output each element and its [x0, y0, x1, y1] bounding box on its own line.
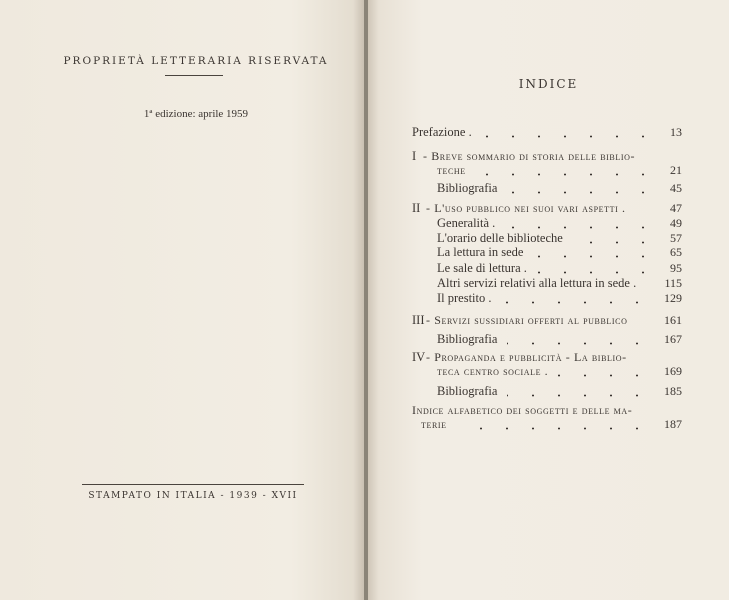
page-number: 115 [664, 276, 682, 290]
dot-leader [457, 427, 650, 430]
dot-leader [573, 241, 656, 244]
entry-title: La lettura in sede [437, 245, 524, 259]
entry-title: teche [437, 163, 466, 177]
page-number: 187 [664, 417, 682, 431]
entry-title: Il prestito . [437, 291, 492, 305]
index-title: INDICE [518, 77, 579, 91]
entry-title: terie [421, 417, 447, 431]
page-number: 65 [670, 245, 682, 259]
page-number: 161 [664, 313, 682, 327]
divider [165, 75, 223, 76]
dot-leader [537, 271, 656, 274]
dot-leader [533, 255, 656, 258]
page-number: 169 [664, 364, 682, 378]
dot-leader [505, 226, 656, 229]
entry-title: L'orario delle biblioteche [437, 231, 563, 245]
chapter-number: IV [412, 350, 426, 364]
page-number: 95 [670, 261, 682, 275]
dot-leader [507, 191, 656, 194]
left-page [0, 0, 364, 600]
dot-leader [476, 173, 656, 176]
entry-title: Bibliografia [437, 332, 498, 346]
chapter-number: III [412, 313, 425, 327]
rights-notice: PROPRIETÀ LETTERARIA RISERVATA [63, 55, 329, 67]
entry-title: Bibliografia [437, 181, 498, 195]
entry-title: teca centro sociale . [437, 364, 549, 378]
page-number: 21 [670, 163, 682, 177]
edition-note: 1ª edizione: aprile 1959 [143, 108, 249, 120]
entry-title: Bibliografia [437, 384, 498, 398]
entry-title: - Propaganda e pubblicità - La biblio- [426, 350, 627, 364]
page-number: 47 [670, 201, 682, 215]
chapter-number: I [412, 149, 417, 163]
page-number: 129 [664, 291, 682, 305]
entry-title: Indice alfabetico dei soggetti e delle ma- [412, 403, 633, 417]
dot-leader [502, 301, 650, 304]
dot-leader [507, 394, 650, 397]
page-number: 57 [670, 231, 682, 245]
dot-leader [507, 342, 650, 345]
page-number: 13 [670, 125, 682, 139]
entry-title: Le sale di lettura . [437, 261, 527, 275]
entry-title: Generalità . [437, 216, 496, 230]
page-number: 185 [664, 384, 682, 398]
printed-in-italy: STAMPATO IN ITALIA - 1939 - XVII [88, 491, 298, 501]
page-number: 167 [664, 332, 682, 346]
entry-title: - L'uso pubblico nei suoi vari aspetti . [426, 201, 626, 215]
dot-leader [558, 374, 650, 377]
bottom-rule [82, 484, 304, 485]
chapter-number: II [412, 201, 421, 215]
page-number: 49 [670, 216, 682, 230]
dot-leader [482, 135, 656, 138]
entry-title: Prefazione . [412, 125, 472, 139]
entry-title: - Breve sommario di storia delle biblio- [423, 149, 636, 163]
entry-title: Altri servizi relativi alla lettura in sede . [437, 276, 637, 290]
entry-title: - Servizi sussidiari offerti al pubblico [426, 313, 628, 327]
right-page [368, 0, 729, 600]
page-number: 45 [670, 181, 682, 195]
